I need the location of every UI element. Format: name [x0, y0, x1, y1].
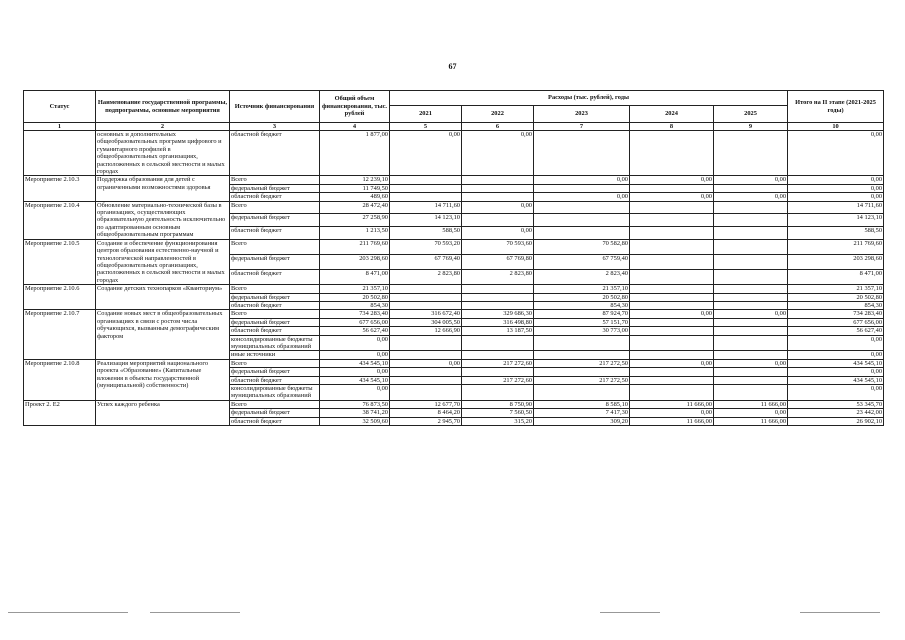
year-2025-cell: 0,00 — [714, 409, 788, 417]
source-cell: консолидированные бюджеты муниципальных образований — [230, 335, 320, 351]
total-cell: 28 472,40 — [320, 201, 390, 214]
year-2021-cell — [390, 335, 462, 351]
year-2024-cell — [630, 327, 714, 335]
year-2023-cell: 217 272,50 — [534, 376, 630, 384]
stage-total-cell: 14 123,10 — [788, 214, 884, 227]
year-2021-cell: 0,00 — [390, 131, 462, 176]
year-2025-cell — [714, 201, 788, 214]
source-cell: областной бюджет — [230, 227, 320, 240]
table-row — [24, 310, 884, 318]
name-cell: Поддержка образования для детей с ограниченными возможностями здоровья — [96, 176, 230, 201]
table-row — [24, 131, 884, 176]
stage-total-cell: 56 627,40 — [788, 327, 884, 335]
stage-total-cell: 53 345,70 — [788, 400, 884, 408]
year-2021-cell — [390, 351, 462, 359]
header-expenses: Расходы (тыс. рублей), годы — [390, 91, 788, 106]
year-2023-cell: 309,20 — [534, 417, 630, 425]
year-2023-cell: 67 759,40 — [534, 254, 630, 269]
year-2022-cell — [462, 385, 534, 401]
year-2025-cell — [714, 214, 788, 227]
year-2025-cell — [714, 293, 788, 301]
stage-total-cell: 0,00 — [788, 335, 884, 351]
year-2023-cell — [534, 385, 630, 401]
year-2021-cell — [390, 293, 462, 301]
year-2021-cell: 316 672,40 — [390, 310, 462, 318]
year-2023-cell: 70 582,80 — [534, 239, 630, 254]
year-2024-cell — [630, 269, 714, 284]
year-2025-cell: 0,00 — [714, 176, 788, 184]
year-2023-cell: 217 272,50 — [534, 359, 630, 367]
year-2022-cell: 0,00 — [462, 227, 534, 240]
year-2021-cell — [390, 301, 462, 309]
year-2024-cell: 0,00 — [630, 176, 714, 184]
stage-total-cell: 0,00 — [788, 176, 884, 184]
scan-artifact — [800, 612, 880, 613]
total-cell: 1 213,50 — [320, 227, 390, 240]
total-cell: 211 769,60 — [320, 239, 390, 254]
year-2024-cell — [630, 184, 714, 192]
year-2025-cell — [714, 131, 788, 176]
year-2021-cell: 70 593,20 — [390, 239, 462, 254]
year-2022-cell: 7 560,50 — [462, 409, 534, 417]
header-total: Общий объем финансирования, тыс. рублей — [320, 91, 390, 123]
source-cell: областной бюджет — [230, 417, 320, 425]
column-number: 6 — [462, 123, 534, 131]
status-cell: Мероприятие 2.10.3 — [24, 176, 96, 201]
stage-total-cell: 434 545,10 — [788, 359, 884, 367]
year-2021-cell — [390, 376, 462, 384]
scan-artifact — [150, 612, 240, 613]
year-2021-cell: 14 711,60 — [390, 201, 462, 214]
table-row — [24, 239, 884, 254]
year-2024-cell — [630, 385, 714, 401]
year-2022-cell: 315,20 — [462, 417, 534, 425]
name-cell: Создание детских технопарков «Кванториум» — [96, 285, 230, 310]
year-2022-cell: 329 686,30 — [462, 310, 534, 318]
stage-total-cell: 21 357,10 — [788, 285, 884, 293]
stage-total-cell: 0,00 — [788, 131, 884, 176]
year-2021-cell: 304 005,50 — [390, 318, 462, 326]
stage-total-cell: 0,00 — [788, 385, 884, 401]
stage-total-cell: 211 769,60 — [788, 239, 884, 254]
year-2025-cell — [714, 335, 788, 351]
column-number: 9 — [714, 123, 788, 131]
year-2023-cell — [534, 184, 630, 192]
stage-total-cell: 8 471,00 — [788, 269, 884, 284]
year-2024-cell — [630, 227, 714, 240]
year-2022-cell — [462, 335, 534, 351]
scan-artifact — [600, 612, 660, 613]
total-cell: 8 471,00 — [320, 269, 390, 284]
year-2021-cell: 12 677,70 — [390, 400, 462, 408]
year-2022-cell: 67 769,80 — [462, 254, 534, 269]
year-2024-cell — [630, 351, 714, 359]
status-cell — [24, 131, 96, 176]
source-cell: областной бюджет — [230, 131, 320, 176]
year-2021-cell — [390, 385, 462, 401]
year-2024-cell — [630, 293, 714, 301]
source-cell: Всего — [230, 201, 320, 214]
source-cell: Всего — [230, 239, 320, 254]
source-cell: областной бюджет — [230, 376, 320, 384]
column-number: 8 — [630, 123, 714, 131]
header-year-2021: 2021 — [390, 106, 462, 123]
source-cell: областной бюджет — [230, 301, 320, 309]
year-2025-cell — [714, 301, 788, 309]
year-2025-cell — [714, 327, 788, 335]
year-2023-cell: 57 151,70 — [534, 318, 630, 326]
year-2022-cell — [462, 285, 534, 293]
year-2025-cell — [714, 285, 788, 293]
scan-artifact — [8, 612, 128, 613]
total-cell: 677 656,00 — [320, 318, 390, 326]
year-2022-cell: 217 272,60 — [462, 376, 534, 384]
source-cell: федеральный бюджет — [230, 318, 320, 326]
year-2023-cell: 87 924,70 — [534, 310, 630, 318]
source-cell: федеральный бюджет — [230, 293, 320, 301]
year-2021-cell: 12 666,90 — [390, 327, 462, 335]
status-cell: Проект 2. Е2 — [24, 400, 96, 425]
column-number: 10 — [788, 123, 884, 131]
name-cell: Реализация мероприятий национального проекта «Образование» (Капитальные вложения в объекты государственной (муниципальной) собственности) — [96, 359, 230, 400]
financing-table — [23, 90, 884, 426]
year-2023-cell: 21 357,10 — [534, 285, 630, 293]
total-cell: 0,00 — [320, 351, 390, 359]
stage-total-cell: 203 298,60 — [788, 254, 884, 269]
year-2024-cell — [630, 318, 714, 326]
year-2021-cell: 14 123,10 — [390, 214, 462, 227]
year-2024-cell — [630, 285, 714, 293]
table-row — [24, 359, 884, 367]
name-cell: Обновление материально-технической базы в организациях, осуществляющих образовательную деятельность исключительно по адаптированным основным общеобразовательным программам — [96, 201, 230, 239]
stage-total-cell: 0,00 — [788, 193, 884, 201]
year-2024-cell — [630, 131, 714, 176]
year-2024-cell — [630, 301, 714, 309]
year-2022-cell — [462, 176, 534, 184]
year-2021-cell — [390, 193, 462, 201]
source-cell: Всего — [230, 310, 320, 318]
total-cell: 734 283,40 — [320, 310, 390, 318]
name-cell: Создание и обеспечение функционирования центров образования естественно-научной и технологической направленностей в общеобразовательных организациях, расположенных в сельской местности и малых городах — [96, 239, 230, 284]
source-cell: областной бюджет — [230, 193, 320, 201]
source-cell: Всего — [230, 285, 320, 293]
total-cell: 56 627,40 — [320, 327, 390, 335]
total-cell: 76 873,50 — [320, 400, 390, 408]
year-2022-cell — [462, 301, 534, 309]
year-2023-cell: 0,00 — [534, 193, 630, 201]
status-cell: Мероприятие 2.10.6 — [24, 285, 96, 310]
year-2021-cell: 2 823,80 — [390, 269, 462, 284]
year-2022-cell: 2 823,80 — [462, 269, 534, 284]
year-2025-cell — [714, 239, 788, 254]
year-2021-cell — [390, 285, 462, 293]
year-2023-cell — [534, 214, 630, 227]
page-number: 67 — [448, 62, 457, 71]
total-cell: 0,00 — [320, 335, 390, 351]
column-number: 5 — [390, 123, 462, 131]
source-cell: областной бюджет — [230, 269, 320, 284]
year-2024-cell: 11 666,00 — [630, 400, 714, 408]
year-2024-cell — [630, 335, 714, 351]
header-year-2022: 2022 — [462, 106, 534, 123]
header-source: Источник финансирования — [230, 91, 320, 123]
year-2023-cell — [534, 201, 630, 214]
year-2022-cell: 217 272,60 — [462, 359, 534, 367]
year-2023-cell — [534, 227, 630, 240]
year-2025-cell — [714, 385, 788, 401]
year-2021-cell: 67 769,40 — [390, 254, 462, 269]
year-2024-cell — [630, 239, 714, 254]
total-cell: 0,00 — [320, 368, 390, 376]
year-2023-cell — [534, 131, 630, 176]
stage-total-cell: 0,00 — [788, 368, 884, 376]
column-number: 4 — [320, 123, 390, 131]
total-cell: 489,60 — [320, 193, 390, 201]
year-2025-cell — [714, 184, 788, 192]
stage-total-cell: 26 902,10 — [788, 417, 884, 425]
header-status: Статус — [24, 91, 96, 123]
total-cell: 32 509,60 — [320, 417, 390, 425]
column-number: 1 — [24, 123, 96, 131]
year-2023-cell — [534, 335, 630, 351]
year-2022-cell — [462, 184, 534, 192]
year-2024-cell — [630, 376, 714, 384]
source-cell: Всего — [230, 359, 320, 367]
total-cell: 11 749,50 — [320, 184, 390, 192]
column-number: 3 — [230, 123, 320, 131]
total-cell: 1 877,00 — [320, 131, 390, 176]
year-2022-cell: 70 593,60 — [462, 239, 534, 254]
year-2025-cell: 0,00 — [714, 193, 788, 201]
column-number: 7 — [534, 123, 630, 131]
source-cell: федеральный бюджет — [230, 184, 320, 192]
year-2021-cell: 8 464,20 — [390, 409, 462, 417]
stage-total-cell: 588,50 — [788, 227, 884, 240]
year-2024-cell: 11 666,00 — [630, 417, 714, 425]
table-row — [24, 201, 884, 214]
year-2025-cell — [714, 269, 788, 284]
year-2025-cell — [714, 351, 788, 359]
year-2023-cell: 0,00 — [534, 176, 630, 184]
table-row — [24, 400, 884, 408]
year-2021-cell — [390, 368, 462, 376]
year-2022-cell — [462, 293, 534, 301]
source-cell: федеральный бюджет — [230, 368, 320, 376]
total-cell: 434 545,10 — [320, 376, 390, 384]
year-2021-cell: 588,50 — [390, 227, 462, 240]
status-cell: Мероприятие 2.10.8 — [24, 359, 96, 400]
year-2025-cell: 11 666,00 — [714, 400, 788, 408]
header-stage-total: Итого на II этапе (2021-2025 годы) — [788, 91, 884, 123]
year-2021-cell — [390, 176, 462, 184]
source-cell: консолидированные бюджеты муниципальных образований — [230, 385, 320, 401]
total-cell: 38 741,20 — [320, 409, 390, 417]
year-2024-cell — [630, 201, 714, 214]
name-cell: Создание новых мест в общеобразовательных организациях в связи с ростом числа обучающихся, вызванным демографическим фактором — [96, 310, 230, 359]
year-2021-cell: 0,00 — [390, 359, 462, 367]
total-cell: 21 357,10 — [320, 285, 390, 293]
stage-total-cell: 0,00 — [788, 351, 884, 359]
year-2024-cell — [630, 254, 714, 269]
status-cell: Мероприятие 2.10.7 — [24, 310, 96, 359]
table-row — [24, 285, 884, 293]
total-cell: 0,00 — [320, 385, 390, 401]
year-2023-cell — [534, 351, 630, 359]
year-2025-cell — [714, 376, 788, 384]
total-cell: 27 258,90 — [320, 214, 390, 227]
total-cell: 203 298,60 — [320, 254, 390, 269]
year-2023-cell: 7 417,30 — [534, 409, 630, 417]
year-2022-cell: 0,00 — [462, 131, 534, 176]
header-name: Наименование государственной программы, подпрограммы, основные мероприятия — [96, 91, 230, 123]
year-2025-cell — [714, 227, 788, 240]
year-2022-cell: 316 498,80 — [462, 318, 534, 326]
stage-total-cell: 20 502,80 — [788, 293, 884, 301]
table-row — [24, 176, 884, 184]
header-year-2023: 2023 — [534, 106, 630, 123]
year-2025-cell — [714, 254, 788, 269]
year-2023-cell: 20 502,80 — [534, 293, 630, 301]
status-cell: Мероприятие 2.10.5 — [24, 239, 96, 284]
stage-total-cell: 734 283,40 — [788, 310, 884, 318]
source-cell: Всего — [230, 176, 320, 184]
source-cell: Всего — [230, 400, 320, 408]
stage-total-cell: 677 656,00 — [788, 318, 884, 326]
year-2021-cell: 2 945,70 — [390, 417, 462, 425]
total-cell: 434 545,10 — [320, 359, 390, 367]
total-cell: 12 239,10 — [320, 176, 390, 184]
source-cell: областной бюджет — [230, 327, 320, 335]
year-2025-cell: 0,00 — [714, 310, 788, 318]
column-number: 2 — [96, 123, 230, 131]
year-2024-cell — [630, 214, 714, 227]
year-2025-cell: 11 666,00 — [714, 417, 788, 425]
year-2022-cell: 0,00 — [462, 201, 534, 214]
year-2023-cell — [534, 368, 630, 376]
stage-total-cell: 434 545,10 — [788, 376, 884, 384]
year-2023-cell: 8 585,10 — [534, 400, 630, 408]
source-cell: федеральный бюджет — [230, 254, 320, 269]
year-2024-cell: 0,00 — [630, 310, 714, 318]
year-2024-cell — [630, 368, 714, 376]
year-2024-cell: 0,00 — [630, 359, 714, 367]
table-body — [24, 131, 884, 426]
year-2025-cell — [714, 318, 788, 326]
name-cell: основных и дополнительных общеобразовательных программ цифрового и гуманитарного профилей в общеобразовательных организациях, расположенных в сельской местности и малых городах — [96, 131, 230, 176]
year-2022-cell — [462, 193, 534, 201]
stage-total-cell: 23 442,00 — [788, 409, 884, 417]
source-cell: федеральный бюджет — [230, 214, 320, 227]
status-cell: Мероприятие 2.10.4 — [24, 201, 96, 239]
total-cell: 20 502,80 — [320, 293, 390, 301]
year-2025-cell — [714, 368, 788, 376]
stage-total-cell: 854,30 — [788, 301, 884, 309]
year-2025-cell: 0,00 — [714, 359, 788, 367]
header-year-2025: 2025 — [714, 106, 788, 123]
year-2023-cell: 2 823,40 — [534, 269, 630, 284]
total-cell: 854,30 — [320, 301, 390, 309]
year-2023-cell: 854,30 — [534, 301, 630, 309]
year-2024-cell: 0,00 — [630, 193, 714, 201]
year-2023-cell: 30 773,00 — [534, 327, 630, 335]
year-2021-cell — [390, 184, 462, 192]
year-2022-cell — [462, 368, 534, 376]
source-cell: федеральный бюджет — [230, 409, 320, 417]
year-2022-cell: 13 187,50 — [462, 327, 534, 335]
year-2022-cell — [462, 351, 534, 359]
header-year-2024: 2024 — [630, 106, 714, 123]
year-2024-cell: 0,00 — [630, 409, 714, 417]
name-cell: Успех каждого ребенка — [96, 400, 230, 425]
stage-total-cell: 14 711,60 — [788, 201, 884, 214]
stage-total-cell: 0,00 — [788, 184, 884, 192]
year-2022-cell — [462, 214, 534, 227]
source-cell: иные источники — [230, 351, 320, 359]
year-2022-cell: 8 750,90 — [462, 400, 534, 408]
